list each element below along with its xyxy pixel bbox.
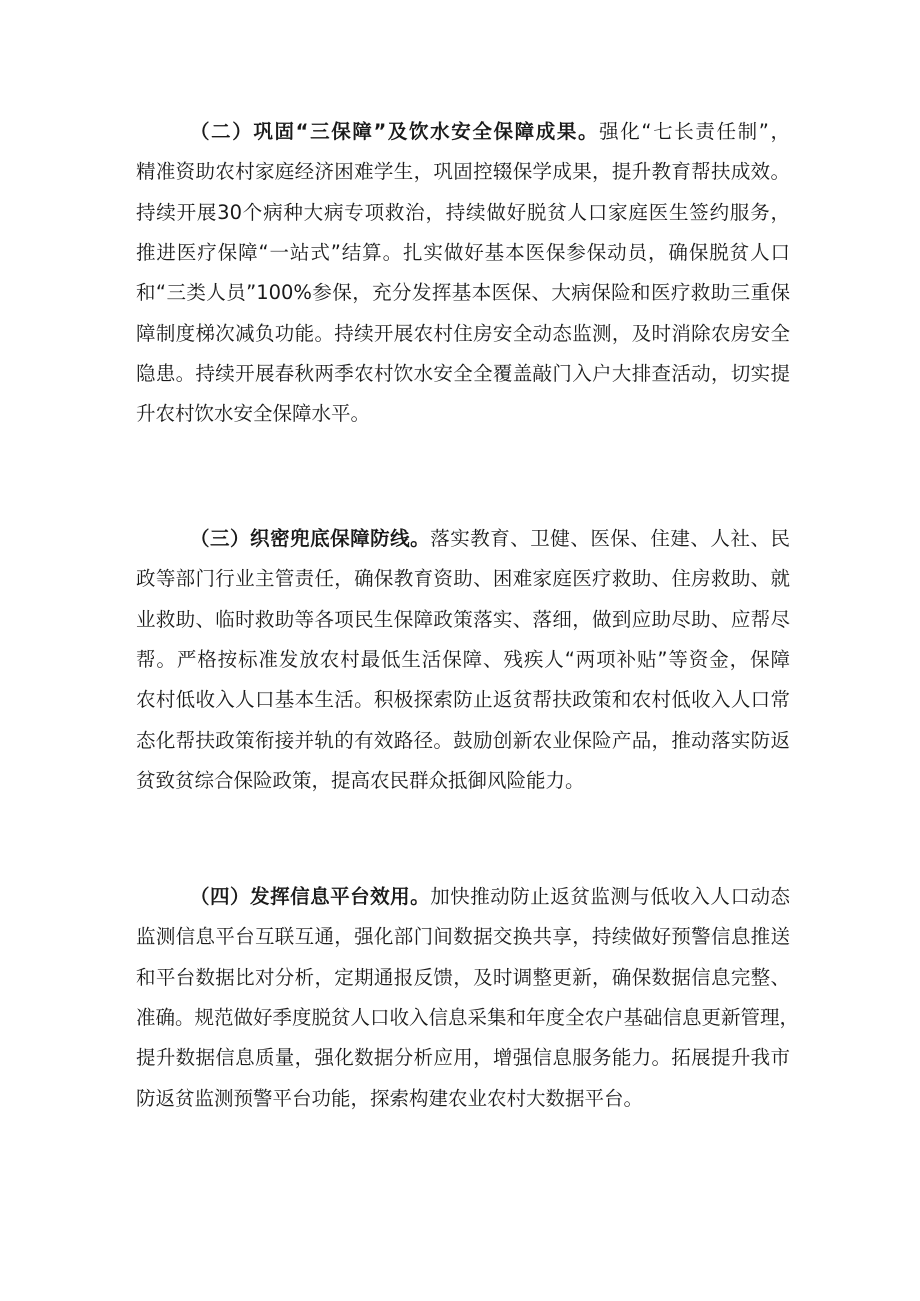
section-heading: （二）巩固“三保障”及饮水安全保障成果。 xyxy=(190,120,600,143)
paragraph-heading-line xyxy=(190,117,790,147)
paragraph-line xyxy=(136,399,790,429)
body-text: 加快推动防止返贫监测与低收入人口动态 xyxy=(430,885,790,908)
paragraph-line xyxy=(136,605,790,635)
body-text: 隐患。持续开展春秋两季农村饮水安全全覆盖敲门入户大排查活动，切实提 xyxy=(136,361,790,385)
paragraph-line xyxy=(136,359,790,389)
paragraph-line xyxy=(136,1003,800,1033)
body-text: 防返贫监测预警平台功能，探索构建农业农村大数据平台。 xyxy=(136,1086,644,1110)
body-text: 和“三类人员”100%参保，充分发挥基本医保、大病保险和医疗救助三重保 xyxy=(136,281,790,305)
body-text: 监测信息平台互联互通，强化部门间数据交换共享，持续做好预警信息推送 xyxy=(136,925,790,949)
body-text: 落实教育、卫健、医保、住建、人社、民 xyxy=(430,527,790,550)
body-text: 推进医疗保障“一站式”结算。扎实做好基本医保参保动员，确保脱贫人口 xyxy=(136,240,790,264)
body-text: 障制度梯次减负功能。持续开展农村住房安全动态监测，及时消除农房安全 xyxy=(136,321,790,345)
paragraph-line xyxy=(136,685,790,715)
paragraph-line xyxy=(136,922,790,952)
paragraph-heading-line xyxy=(190,882,790,912)
paragraph-line xyxy=(136,726,790,756)
paragraph-line xyxy=(136,157,790,187)
body-text: 政等部门行业主管责任，确保教育资助、困难家庭医疗救助、住房救助、就 xyxy=(136,567,790,591)
body-text: 强化“七长责任制”， xyxy=(599,120,790,143)
paragraph-line xyxy=(136,278,790,308)
body-text: 升农村饮水安全保障水平。 xyxy=(136,402,371,426)
paragraph-line xyxy=(136,238,790,268)
body-text: 精准资助农村家庭经济困难学生，巩固控辍保学成果，提升教育帮扶成效。 xyxy=(136,160,790,184)
body-text: 持续开展30个病种大病专项救治，持续做好脱贫人口家庭医生签约服务， xyxy=(136,200,790,224)
paragraph-line xyxy=(136,766,790,796)
section-heading: （三）织密兜底保障防线。 xyxy=(190,527,431,550)
body-text: 和平台数据比对分析，定期通报反馈，及时调整更新，确保数据信息完整、 xyxy=(136,965,790,989)
body-text: 准确。规范做好季度脱贫人口收入信息采集和年度全农户基础信息更新管理， xyxy=(136,1005,800,1029)
paragraph-line xyxy=(136,1084,790,1114)
paragraph-line xyxy=(136,1043,790,1073)
body-text: 贫致贫综合保险政策，提高农民群众抵御风险能力。 xyxy=(136,768,585,792)
paragraph-line xyxy=(136,564,790,594)
paragraph-line xyxy=(136,963,790,993)
paragraph-heading-line xyxy=(190,524,790,554)
body-text: 提升数据信息质量，强化数据分析应用，增强信息服务能力。拓展提升我市 xyxy=(136,1046,790,1070)
paragraph-line xyxy=(136,198,790,228)
body-text: 态化帮扶政策衔接并轨的有效路径。鼓励创新农业保险产品，推动落实防返 xyxy=(136,728,790,752)
paragraph-line xyxy=(136,645,790,675)
body-text: 农村低收入人口基本生活。积极探索防止返贫帮扶政策和农村低收入人口常 xyxy=(136,688,790,712)
section-heading: （四）发挥信息平台效用。 xyxy=(190,885,431,908)
body-text: 帮。严格按标准发放农村最低生活保障、残疾人“两项补贴”等资金，保障 xyxy=(136,647,790,671)
paragraph-line xyxy=(136,319,790,349)
body-text: 业救助、临时救助等各项民生保障政策落实、落细，做到应助尽助、应帮尽 xyxy=(136,607,790,631)
